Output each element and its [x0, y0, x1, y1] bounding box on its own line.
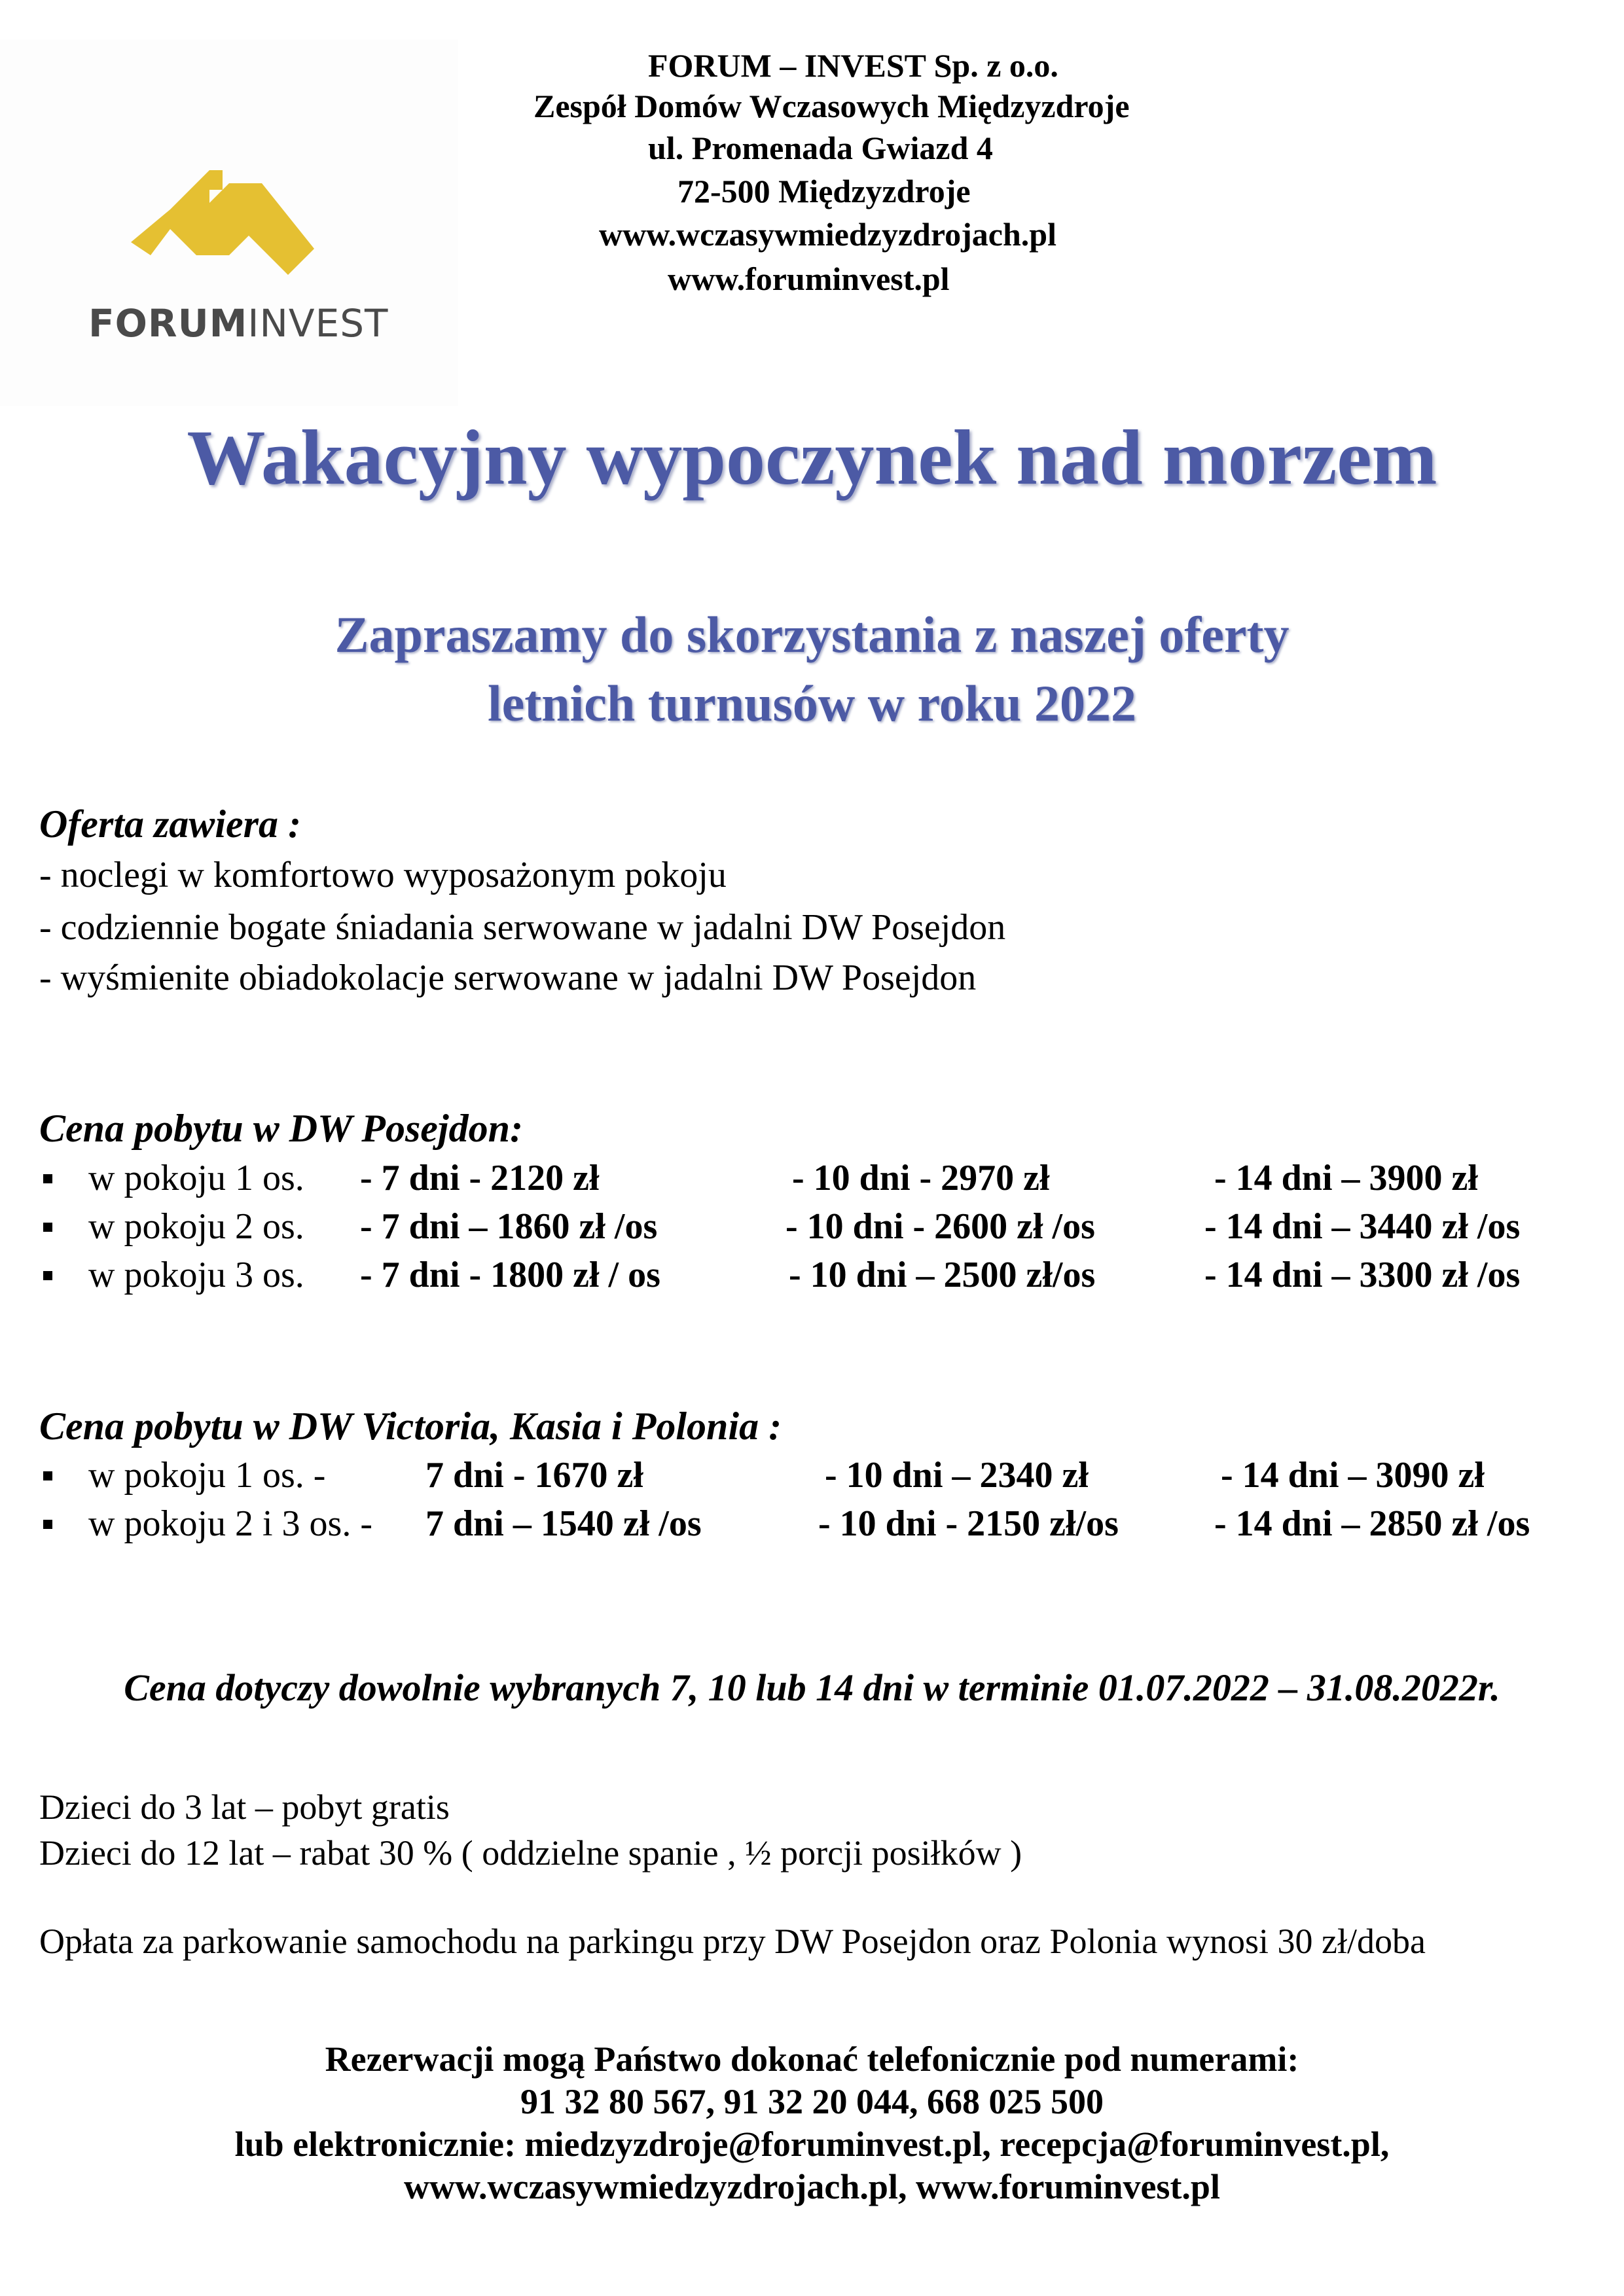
price-7-days: 7 dni – 1540 zł /os [425, 1503, 702, 1544]
kids-free-note: Dzieci do 3 lat – pobyt gratis [39, 1787, 450, 1827]
price-14-days: - 14 dni – 3900 zł [1214, 1158, 1478, 1198]
victoria-heading: Cena pobytu w DW Victoria, Kasia i Polonia : [39, 1405, 782, 1448]
price-row [0, 1254, 1624, 1300]
price-10-days: - 10 dni - 2600 zł /os [785, 1206, 1095, 1247]
room-type: w pokoju 2 os. [88, 1206, 304, 1247]
offer-item: - wyśmienite obiadokolacje serwowane w jadalni DW Posejdon [39, 958, 977, 998]
contact-line1: Rezerwacji mogą Państwo dokonać telefonicznie pod numerami: [325, 2039, 1299, 2079]
price-10-days: - 10 dni - 2150 zł/os [818, 1503, 1119, 1544]
price-7-days: - 7 dni - 2120 zł [360, 1158, 600, 1198]
room-type: w pokoju 3 os. [88, 1255, 304, 1295]
price-7-days: - 7 dni - 1800 zł / os [360, 1255, 660, 1295]
subtitle-line1: Zapraszamy do skorzystania z naszej oferty [334, 606, 1290, 663]
price-10-days: - 10 dni – 2340 zł [825, 1455, 1089, 1496]
forum-invest-logo-mark [131, 170, 327, 288]
price-10-days: - 10 dni - 2970 zł [792, 1158, 1050, 1198]
bullet-icon [43, 1520, 52, 1529]
price-14-days: - 14 dni – 3090 zł [1221, 1455, 1485, 1496]
company-website2[interactable]: www.foruminvest.pl [668, 260, 950, 297]
kids-discount-note: Dzieci do 12 lat – rabat 30 % ( oddzielne spanie , ½ porcji posiłków ) [39, 1833, 1022, 1873]
price-14-days: - 14 dni – 3440 zł /os [1204, 1206, 1521, 1247]
price-14-days: - 14 dni – 2850 zł /os [1214, 1503, 1530, 1544]
bullet-icon [43, 1174, 52, 1183]
bullet-icon [43, 1471, 52, 1480]
subtitle-line2: letnich turnusów w roku 2022 [487, 675, 1137, 732]
bullet-icon [43, 1223, 52, 1232]
company-website1[interactable]: www.wczasywmiedzyzdrojach.pl [599, 216, 1056, 253]
contact-websites[interactable]: www.wczasywmiedzyzdrojach.pl, www.foruminvest.pl [404, 2167, 1220, 2206]
room-type: w pokoju 1 os. - [88, 1455, 326, 1496]
price-row [0, 1157, 1624, 1203]
price-7-days: 7 dni - 1670 zł [425, 1455, 643, 1496]
price-10-days: - 10 dni – 2500 zł/os [789, 1255, 1096, 1295]
price-row [0, 1503, 1624, 1549]
contact-emails[interactable]: lub elektronicznie: miedzyzdroje@foruminvest.pl, recepcja@foruminvest.pl, [234, 2125, 1390, 2164]
logo-brand-bold: FORUM [88, 301, 248, 346]
price-14-days: - 14 dni – 3300 zł /os [1204, 1255, 1521, 1295]
parking-note: Opłata za parkowanie samochodu na parkingu przy DW Posejdon oraz Polonia wynosi 30 zł/doba [39, 1922, 1426, 1961]
company-street: ul. Promenada Gwiazd 4 [648, 130, 993, 166]
price-7-days: - 7 dni – 1860 zł /os [360, 1206, 658, 1247]
posejdon-heading: Cena pobytu w DW Posejdon: [39, 1107, 523, 1150]
offer-item: - noclegi w komfortowo wyposażonym pokoju [39, 855, 727, 895]
room-type: w pokoju 1 os. [88, 1158, 304, 1198]
contact-phones: 91 32 80 567, 91 32 20 044, 668 025 500 [520, 2082, 1104, 2121]
page-title: Wakacyjny wypoczynek nad morzem [187, 414, 1437, 501]
price-row [0, 1206, 1624, 1251]
logo-wordmark [88, 301, 388, 346]
price-note: Cena dotyczy dowolnie wybranych 7, 10 lub 14 dni w terminie 01.07.2022 – 31.08.2022r. [124, 1666, 1500, 1709]
offer-heading: Oferta zawiera : [39, 802, 301, 846]
price-row [0, 1454, 1624, 1500]
company-city: 72-500 Międzyzdroje [677, 173, 971, 209]
offer-item: - codziennie bogate śniadania serwowane w jadalni DW Posejdon [39, 907, 1006, 948]
company-complex: Zespół Domów Wczasowych Międzyzdroje [533, 88, 1130, 124]
logo-brand-light: INVEST [247, 301, 389, 346]
logo [0, 39, 458, 406]
bullet-icon [43, 1271, 52, 1280]
company-name: FORUM – INVEST Sp. z o.o. [648, 47, 1058, 84]
room-type: w pokoju 2 i 3 os. - [88, 1503, 372, 1544]
